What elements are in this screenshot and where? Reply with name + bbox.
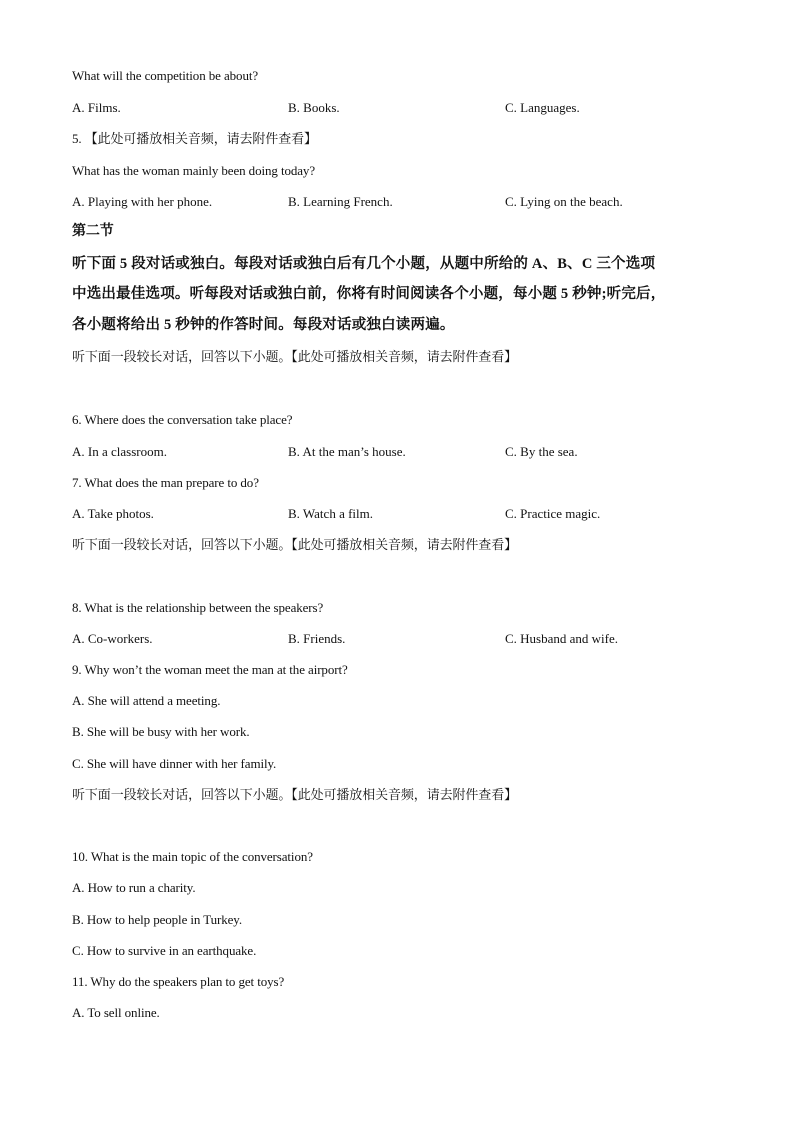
dialogue-3-note: 听下面一段较长对话，回答以下小题。【此处可播放相关音频，请去附件查看】 [72,787,518,802]
section-instructions-line-2: 中选出最佳选项。听每段对话或独白前，你将有时间阅读各个小题，每小题 5 秒钟;听完后， [72,286,666,302]
q5-option-c: C. Lying on the beach. [505,194,623,209]
q9-option-b: B. She will be busy with her work. [72,724,250,739]
q10-option-a: A. How to run a charity. [72,880,196,895]
section-title: 第二节 [72,224,114,239]
q10-option-c: C. How to survive in an earthquake. [72,943,257,958]
q6-option-a: A. In a classroom. [72,444,167,459]
q10-question: 10. What is the main topic of the conversation? [72,849,313,864]
q11-option-a: A. To sell online. [72,1005,160,1020]
q4-option-c: C. Languages. [505,100,580,115]
q5-audio-note: 5. 【此处可播放相关音频，请去附件查看】 [72,131,317,146]
q10-option-b: B. How to help people in Turkey. [72,912,243,927]
dialogue-2-note: 听下面一段较长对话，回答以下小题。【此处可播放相关音频，请去附件查看】 [72,537,518,552]
q5-option-b: B. Learning French. [288,194,393,209]
q5-option-a: A. Playing with her phone. [72,194,213,209]
q8-option-a: A. Co-workers. [72,631,153,646]
q7-option-b: B. Watch a film. [288,506,374,521]
q7-question: 7. What does the man prepare to do? [72,475,259,490]
q7-option-a: A. Take photos. [72,506,154,521]
q8-option-b: B. Friends. [288,631,346,646]
q4-option-b: B. Books. [288,100,340,115]
q11-question: 11. Why do the speakers plan to get toys? [72,974,285,989]
q9-option-c: C. She will have dinner with her family. [72,756,277,771]
q5-question: What has the woman mainly been doing today? [72,163,315,178]
q9-question: 9. Why won’t the woman meet the man at the airport? [72,662,348,677]
q8-question: 8. What is the relationship between the speakers? [72,600,324,615]
q6-question: 6. Where does the conversation take place? [72,412,293,427]
section-instructions-line-1: 听下面 5 段对话或独白。每段对话或独白后有几个小题，从题中所给的 A、B、C 三个选项 [72,256,656,272]
q8-option-c: C. Husband and wife. [505,631,619,646]
q4-question: What will the competition be about? [72,68,259,83]
q9-option-a: A. She will attend a meeting. [72,693,221,708]
dialogue-1-note: 听下面一段较长对话，回答以下小题。【此处可播放相关音频，请去附件查看】 [72,349,518,364]
section-instructions-line-3: 各小题将给出 5 秒钟的作答时间。每段对话或独白读两遍。 [72,317,455,333]
q6-option-b: B. At the man’s house. [288,444,406,459]
q4-option-a: A. Films. [72,100,121,115]
q6-option-c: C. By the sea. [505,444,578,459]
q7-option-c: C. Practice magic. [505,506,601,521]
